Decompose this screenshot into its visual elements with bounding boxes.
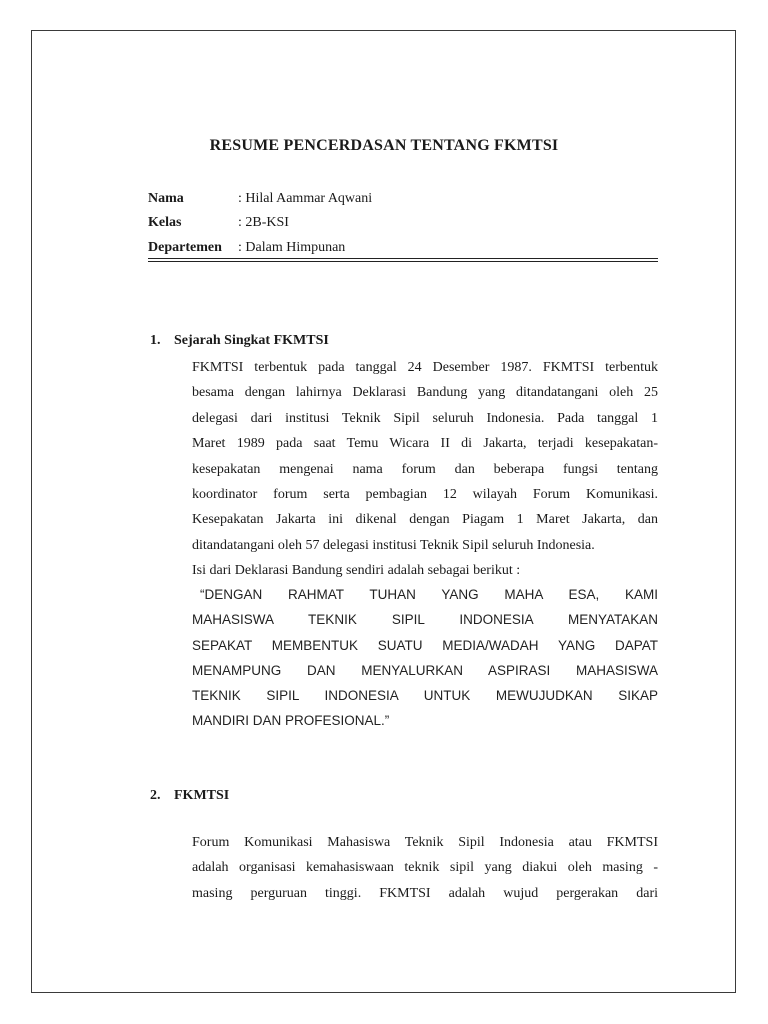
section-title: Sejarah Singkat FKMTSI: [174, 333, 329, 348]
section-heading-1: [150, 333, 329, 349]
section-1-paragraph: [192, 355, 658, 584]
identity-value: : Dalam Himpunan: [238, 240, 346, 255]
identity-divider: [148, 258, 658, 262]
section-number: 2.: [150, 788, 161, 803]
identity-label: Nama: [148, 191, 184, 206]
quote-line: SEPAKAT MEMBENTUK SUATU MEDIA/WADAH YANG DAPAT: [192, 637, 658, 653]
declaration-quote: [192, 582, 658, 734]
section-2-paragraph: [192, 830, 658, 906]
document-title: RESUME PENCERDASAN TENTANG FKMTSI: [209, 137, 559, 154]
paragraph-line: FKMTSI terbentuk pada tanggal 24 Desember 1987. FKMTSI terbentuk: [192, 360, 658, 375]
quote-line: MAHASISWA TEKNIK SIPIL INDONESIA MENYATAKAN: [192, 612, 658, 628]
quote-line: TEKNIK SIPIL INDONESIA UNTUK MEWUJUDKAN SIKAP: [192, 688, 658, 704]
declaration-intro: Isi dari Deklarasi Bandung sendiri adalah sebagai berikut :: [192, 563, 521, 579]
paragraph-line: delegasi dari institusi Teknik Sipil seluruh Indonesia. Pada tanggal 1: [192, 410, 658, 426]
identity-label: Kelas: [148, 215, 182, 230]
paragraph-line: ditandatangani oleh 57 delegasi institusi Teknik Sipil seluruh Indonesia.: [192, 537, 595, 553]
section-heading-2: [150, 788, 229, 804]
paragraph-line: Maret 1989 pada saat Temu Wicara II di Jakarta, terjadi kesepakatan-: [192, 436, 658, 452]
paragraph-line: besama dengan lahirnya Deklarasi Bandung yang ditandatangani oleh 25: [192, 385, 658, 401]
paragraph-line: Kesepakatan Jakarta ini dikenal dengan Piagam 1 Maret Jakarta, dan: [192, 512, 658, 528]
paragraph-line: Forum Komunikasi Mahasiswa Teknik Sipil Indonesia atau FKMTSI: [192, 835, 658, 850]
quote-line: MANDIRI DAN PROFESIONAL.”: [192, 713, 390, 729]
paragraph-line: masing perguruan tinggi. FKMTSI adalah wujud pergerakan dari: [192, 885, 658, 901]
section-title: FKMTSI: [174, 788, 230, 803]
section-number: 1.: [150, 333, 161, 348]
identity-label: Departemen: [148, 240, 222, 255]
paragraph-line: koordinator forum serta pembagian 12 wilayah Forum Komunikasi.: [192, 486, 658, 502]
paragraph-line: adalah organisasi kemahasiswaan teknik sipil yang diakui oleh masing -: [192, 860, 658, 876]
identity-value: : 2B-KSI: [238, 215, 289, 230]
quote-line: MENAMPUNG DAN MENYALURKAN ASPIRASI MAHASISWA: [192, 662, 658, 678]
paragraph-line: kesepakatan mengenai nama forum dan beberapa fungsi tentang: [192, 461, 658, 477]
quote-line: “DENGAN RAHMAT TUHAN YANG MAHA ESA, KAMI: [200, 587, 658, 602]
identity-value: : Hilal Aammar Aqwani: [238, 191, 373, 206]
